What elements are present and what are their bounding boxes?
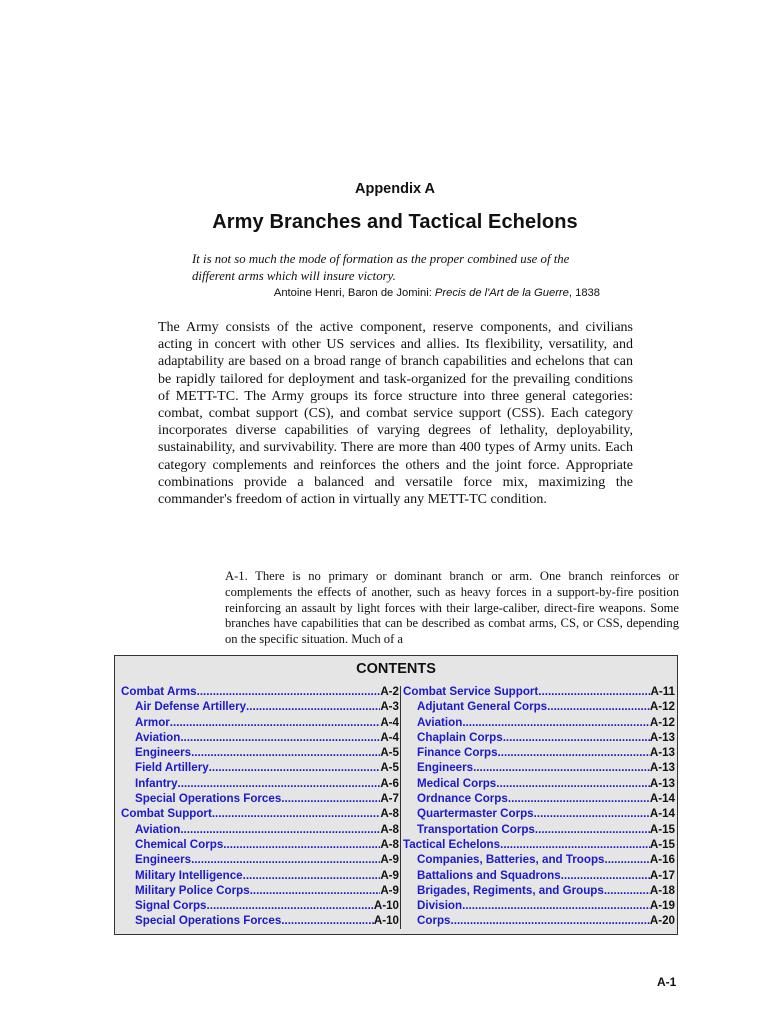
- toc-entry-page: A-5: [380, 761, 399, 775]
- toc-entry[interactable]: [121, 685, 399, 700]
- toc-entry-page: A-18: [649, 883, 675, 897]
- toc-entry-label: Division: [417, 899, 463, 913]
- toc-entry-page: A-9: [380, 853, 399, 867]
- appendix-label: Appendix A: [354, 181, 436, 197]
- toc-leader-dots: [498, 746, 650, 759]
- toc-entry-page: A-13: [649, 776, 675, 790]
- contents-left-column: [121, 685, 399, 930]
- toc-entry-label: Combat Support: [121, 807, 212, 821]
- toc-entry-label: Aviation: [417, 715, 463, 729]
- toc-leader-dots: [170, 716, 381, 729]
- toc-entry-page: A-16: [649, 853, 675, 867]
- toc-entry[interactable]: [403, 869, 675, 884]
- toc-entry[interactable]: [121, 914, 399, 929]
- toc-entry-page: A-8: [380, 837, 399, 851]
- toc-leader-dots: [209, 761, 381, 774]
- toc-entry[interactable]: [121, 884, 399, 899]
- toc-entry-label: Engineers: [135, 853, 192, 867]
- toc-entry-page: A-4: [380, 730, 399, 744]
- toc-leader-dots: [508, 792, 650, 805]
- toc-entry-label: Medical Corps: [417, 776, 497, 790]
- toc-entry-page: A-7: [380, 792, 399, 806]
- toc-entry[interactable]: [403, 807, 675, 822]
- toc-entry-page: A-20: [649, 914, 675, 928]
- toc-leader-dots: [281, 792, 380, 805]
- toc-leader-dots: [473, 761, 650, 774]
- toc-entry-label: Battalions and Squadrons: [417, 868, 561, 882]
- contents-divider: [400, 686, 401, 929]
- epigraph-quote: It is not so much the mode of formation as the proper combined use of the different arms which will insure victory.: [192, 252, 570, 283]
- epigraph-year: , 1838: [568, 287, 600, 299]
- toc-entry-label: Special Operations Forces: [135, 914, 282, 928]
- toc-entry[interactable]: [403, 899, 675, 914]
- epigraph-work: Precis de l'Art de la Guerre: [434, 287, 569, 299]
- toc-entry-label: Special Operations Forces: [135, 792, 282, 806]
- toc-entry-label: Companies, Batteries, and Troops: [417, 853, 605, 867]
- toc-leader-dots: [462, 716, 650, 729]
- toc-entry-label: Finance Corps: [417, 746, 498, 760]
- toc-leader-dots: [561, 869, 650, 882]
- epigraph-author: Antoine Henri, Baron de Jomini:: [273, 287, 435, 299]
- toc-entry[interactable]: [121, 807, 399, 822]
- toc-entry[interactable]: [403, 914, 675, 929]
- toc-leader-dots: [534, 807, 650, 820]
- toc-leader-dots: [547, 700, 650, 713]
- toc-entry[interactable]: [403, 884, 675, 899]
- toc-entry[interactable]: [403, 777, 675, 792]
- toc-entry-page: A-3: [380, 700, 399, 714]
- toc-entry[interactable]: [121, 823, 399, 838]
- toc-entry[interactable]: [403, 761, 675, 776]
- toc-entry-page: A-13: [649, 730, 675, 744]
- toc-leader-dots: [191, 853, 380, 866]
- toc-entry-page: A-10: [373, 899, 399, 913]
- toc-leader-dots: [538, 685, 650, 698]
- toc-entry[interactable]: [403, 838, 675, 853]
- toc-leader-dots: [243, 869, 381, 882]
- toc-leader-dots: [246, 700, 380, 713]
- toc-entry-label: Chemical Corps: [135, 837, 224, 851]
- paragraph-a1: A-1. There is no primary or dominant branch or arm. One branch reinforces or complements the effects of another, such as heavy forces in a support-by-fire position reinforcing an assault by light forces with their large-caliber, direct-fire weapons. Some branches have capabilities that can be described as combat arms, CS, or CSS, depending on the specific situation. Much of a: [225, 569, 679, 647]
- toc-entry-page: A-13: [649, 746, 675, 760]
- contents-heading: CONTENTS: [356, 661, 436, 677]
- toc-leader-dots: [604, 853, 649, 866]
- toc-entry-label: Quartermaster Corps: [417, 807, 534, 821]
- toc-entry[interactable]: [403, 823, 675, 838]
- toc-entry[interactable]: [121, 792, 399, 807]
- toc-leader-dots: [503, 731, 650, 744]
- toc-entry-label: Field Artillery: [135, 761, 209, 775]
- toc-leader-dots: [180, 823, 380, 836]
- toc-entry[interactable]: [121, 700, 399, 715]
- toc-entry-label: Infantry: [135, 776, 178, 790]
- toc-entry-label: Aviation: [135, 822, 181, 836]
- toc-entry[interactable]: [121, 731, 399, 746]
- toc-entry-page: A-4: [380, 715, 399, 729]
- toc-entry-page: A-8: [380, 822, 399, 836]
- toc-entry-page: A-6: [380, 776, 399, 790]
- toc-entry-label: Chaplain Corps: [417, 730, 503, 744]
- toc-entry[interactable]: [403, 685, 675, 700]
- toc-entry[interactable]: [121, 777, 399, 792]
- toc-entry[interactable]: [403, 731, 675, 746]
- toc-entry-page: A-12: [649, 715, 675, 729]
- toc-entry-label: Transportation Corps: [417, 822, 535, 836]
- toc-leader-dots: [535, 823, 650, 836]
- toc-entry[interactable]: [403, 792, 675, 807]
- toc-leader-dots: [496, 777, 650, 790]
- toc-entry-label: Engineers: [417, 761, 474, 775]
- toc-entry-label: Military Police Corps: [135, 883, 250, 897]
- toc-leader-dots: [207, 899, 374, 912]
- toc-leader-dots: [604, 884, 650, 897]
- toc-entry-page: A-11: [650, 685, 675, 698]
- epigraph-attribution: [200, 287, 600, 299]
- page-title: Army Branches and Tactical Echelons: [212, 211, 578, 233]
- toc-entry[interactable]: [403, 746, 675, 761]
- toc-entry-page: A-14: [649, 792, 675, 806]
- toc-entry-label: Corps: [417, 914, 451, 928]
- toc-entry-label: Combat Arms: [121, 685, 197, 698]
- toc-leader-dots: [191, 746, 380, 759]
- toc-entry-label: Air Defense Artillery: [135, 700, 247, 714]
- intro-paragraph: The Army consists of the active component, reserve components, and civilians acting in concert with other US services and allies. Its flexibility, versatility, and adaptability are based on a broad range of branch capabilities and echelons that can be rapidly tailored for deployment and task-organized for the prevailing conditions of METT-TC. The Army groups its force structure into three general categories: combat, combat support (CS), and combat service support (CSS). Each category incorporates diverse capabilities of varying degrees of lethality, deployability, sustainability, and survivability. There are more than 400 types of Army units. Each category complements and reinforces the others and the joint force. Appropriate combinations provide a balanced and versatile force mix, maximizing the commander's freedom of action in virtually any METT-TC condition.: [158, 320, 633, 508]
- toc-entry-label: Brigades, Regiments, and Groups: [417, 883, 604, 897]
- toc-leader-dots: [178, 777, 381, 790]
- toc-leader-dots: [212, 807, 381, 820]
- toc-entry-page: A-5: [380, 746, 399, 760]
- toc-entry[interactable]: [121, 716, 399, 731]
- toc-entry[interactable]: [403, 853, 675, 868]
- contents-right-column: [403, 685, 675, 930]
- toc-leader-dots: [281, 914, 374, 927]
- toc-leader-dots: [462, 899, 650, 912]
- toc-entry[interactable]: [121, 853, 399, 868]
- toc-entry[interactable]: [403, 716, 675, 731]
- toc-leader-dots: [500, 838, 650, 851]
- toc-entry-label: Military Intelligence: [135, 868, 243, 882]
- toc-entry-label: Tactical Echelons: [403, 837, 501, 851]
- toc-entry-page: A-13: [649, 761, 675, 775]
- toc-entry[interactable]: [121, 746, 399, 761]
- toc-entry-page: A-14: [649, 807, 675, 821]
- toc-entry-page: A-2: [380, 685, 399, 698]
- toc-entry-page: A-12: [649, 700, 675, 714]
- toc-entry-page: A-9: [380, 868, 399, 882]
- toc-entry[interactable]: [403, 700, 675, 715]
- toc-leader-dots: [223, 838, 380, 851]
- toc-entry-label: Armor: [135, 715, 170, 729]
- toc-entry-label: Combat Service Support: [403, 685, 539, 698]
- toc-leader-dots: [180, 731, 380, 744]
- contents-box: [114, 655, 678, 935]
- toc-entry-label: Engineers: [135, 746, 192, 760]
- toc-entry-label: Signal Corps: [135, 899, 207, 913]
- toc-entry-label: Aviation: [135, 730, 181, 744]
- toc-entry[interactable]: [121, 761, 399, 776]
- toc-entry-page: A-10: [373, 914, 399, 928]
- toc-entry-page: A-17: [649, 868, 675, 882]
- toc-entry[interactable]: [121, 838, 399, 853]
- toc-entry[interactable]: [121, 869, 399, 884]
- toc-entry-page: A-15: [649, 822, 675, 836]
- toc-entry-page: A-9: [380, 883, 399, 897]
- toc-entry[interactable]: [121, 899, 399, 914]
- toc-leader-dots: [451, 914, 650, 927]
- toc-entry-label: Adjutant General Corps: [417, 700, 548, 714]
- toc-entry-page: A-19: [649, 899, 675, 913]
- toc-entry-label: Ordnance Corps: [417, 792, 508, 806]
- toc-leader-dots: [197, 685, 381, 698]
- page-number: A-1: [657, 975, 677, 989]
- toc-leader-dots: [250, 884, 381, 897]
- toc-entry-page: A-15: [649, 837, 675, 851]
- toc-entry-page: A-8: [380, 807, 399, 821]
